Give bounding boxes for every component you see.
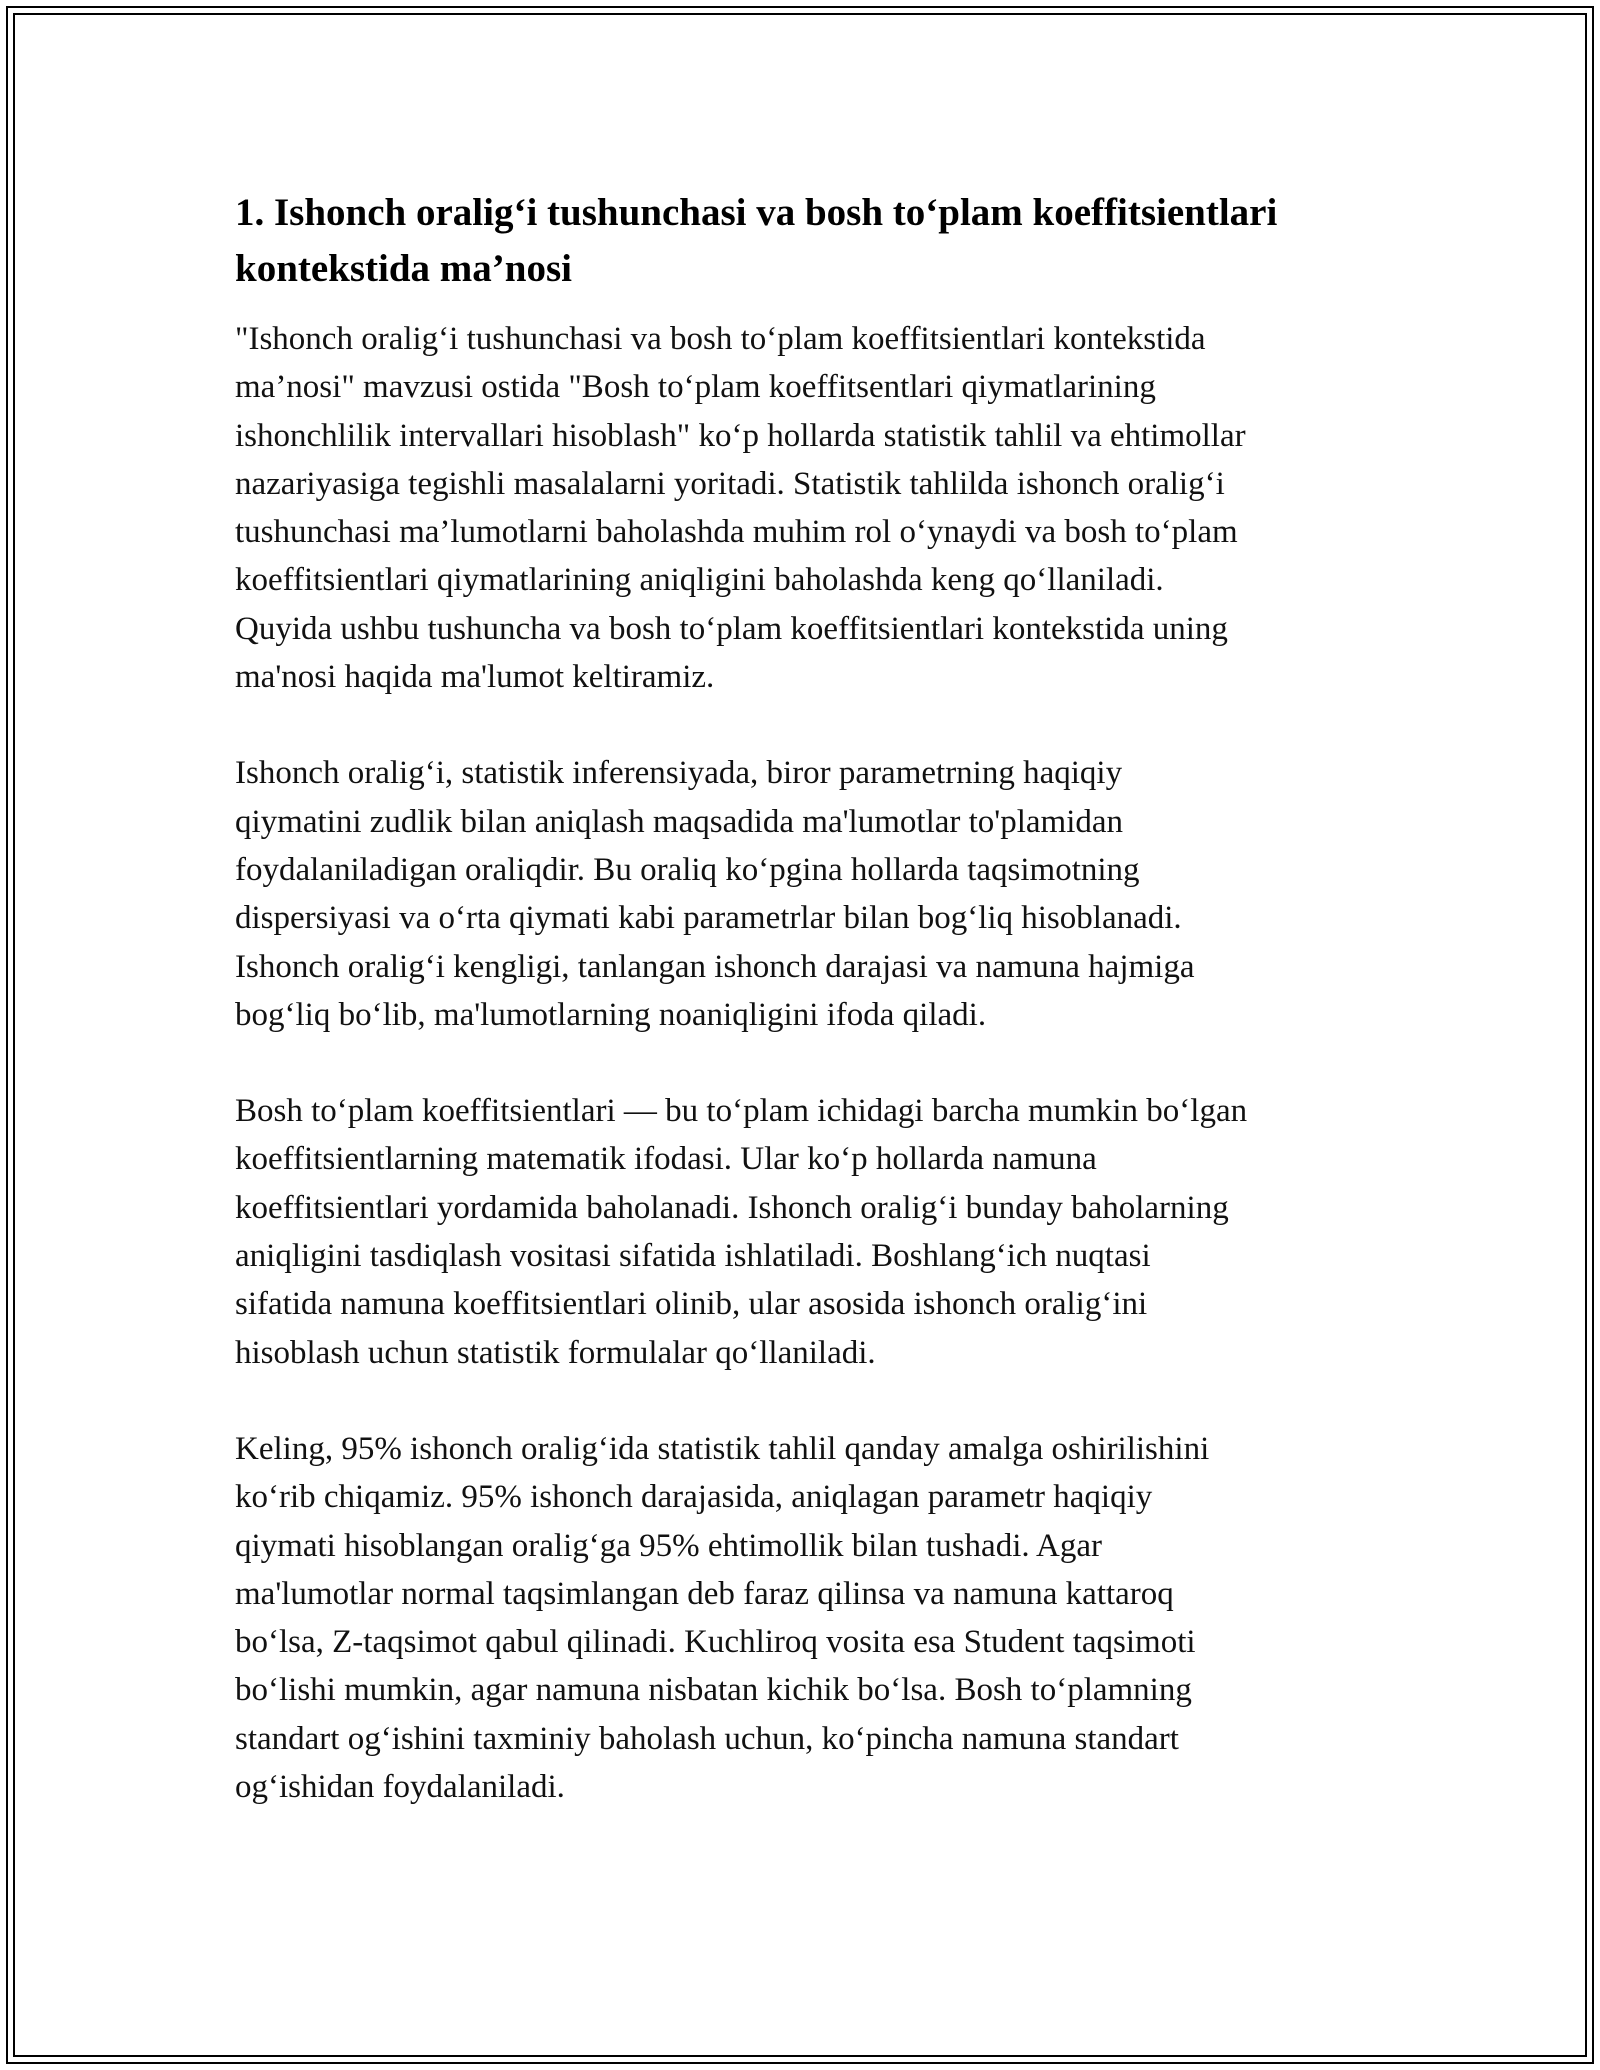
text-line: ma'lumotlar normal taqsimlangan deb faraz qilinsa va namuna kattaroq xyxy=(235,1575,1174,1612)
text-line: nazariyasiga tegishli masalalarni yoritadi. Statistik tahlilda ishonch oralig‘i xyxy=(235,465,1225,502)
text-line: aniqligini tasdiqlash vositasi sifatida ishlatiladi. Boshlang‘ich nuqtasi xyxy=(235,1238,1151,1275)
text-line: bog‘liq bo‘lib, ma'lumotlarning noaniqligini ifoda qiladi. xyxy=(235,996,987,1033)
text-line: koeffitsientlari yordamida baholanadi. Ishonch oralig‘i bunday baholarning xyxy=(235,1189,1229,1226)
text-line: qiymati hisoblangan oralig‘ga 95% ehtimollik bilan tushadi. Agar xyxy=(235,1527,1103,1564)
document-body xyxy=(235,185,1375,1859)
text-line: Quyida ushbu tushuncha va bosh to‘plam koeffitsientlari kontekstida uning xyxy=(235,610,1228,647)
text-line: koeffitsientlari qiymatlarining aniqligini baholashda keng qo‘llaniladi. xyxy=(235,562,1164,599)
paragraph-95-percent xyxy=(235,1425,1375,1811)
text-line: hisoblash uchun statistik formulalar qo‘llaniladi. xyxy=(235,1334,876,1371)
paragraph-confidence-interval xyxy=(235,749,1375,1039)
text-line: bo‘lishi mumkin, agar namuna nisbatan kichik bo‘lsa. Bosh to‘plamning xyxy=(235,1672,1192,1709)
text-line: foydalaniladigan oraliqdir. Bu oraliq ko‘pgina hollarda taqsimotning xyxy=(235,851,1140,888)
text-line: Ishonch oralig‘i kengligi, tanlangan ishonch darajasi va namuna hajmiga xyxy=(235,948,1195,985)
paragraph-intro xyxy=(235,315,1375,701)
text-line: sifatida namuna koeffitsientlari olinib, ular asosida ishonch oralig‘ini xyxy=(235,1286,1148,1323)
text-line: ma'nosi haqida ma'lumot keltiramiz. xyxy=(235,659,715,696)
text-line: dispersiyasi va o‘rta qiymati kabi parametrlar bilan bog‘liq hisoblanadi. xyxy=(235,900,1182,937)
text-line: Keling, 95% ishonch oralig‘ida statistik tahlil qanday amalga oshirilishini xyxy=(235,1430,1210,1467)
text-line: og‘ishidan foydalaniladi. xyxy=(235,1769,565,1806)
section-heading xyxy=(235,185,1375,297)
text-line: Bosh to‘plam koeffitsientlari — bu to‘plam ichidagi barcha mumkin bo‘lgan xyxy=(235,1093,1248,1130)
text-line: ishonchlilik intervallari hisoblash" ko‘p hollarda statistik tahlil va ehtimollar xyxy=(235,417,1246,454)
text-line: bo‘lsa, Z-taqsimot qabul qilinadi. Kuchliroq vosita esa Student taqsimoti xyxy=(235,1624,1196,1661)
text-line: "Ishonch oralig‘i tushunchasi va bosh to‘plam koeffitsientlari kontekstida xyxy=(235,321,1206,357)
text-line: ma’nosi" mavzusi ostida "Bosh to‘plam koeffitsentlari qiymatlarining xyxy=(235,369,1156,406)
text-line: standart og‘ishini taxminiy baholash uchun, ko‘pincha namuna standart xyxy=(235,1720,1179,1757)
text-line: ko‘rib chiqamiz. 95% ishonch darajasida, aniqlagan parametr haqiqiy xyxy=(235,1479,1153,1516)
text-line: koeffitsientlarning matematik ifodasi. Ular ko‘p hollarda namuna xyxy=(235,1141,1097,1178)
paragraph-population-coefficients xyxy=(235,1087,1375,1377)
text-line: Ishonch oralig‘i, statistik inferensiyada, biror parametrning haqiqiy xyxy=(235,755,1123,792)
heading-line: 1. Ishonch oralig‘i tushunchasi va bosh to‘plam koeffitsientlari xyxy=(235,191,1278,234)
text-line: tushunchasi ma’lumotlarni baholashda muhim rol o‘ynaydi va bosh to‘plam xyxy=(235,514,1238,551)
heading-line: kontekstida ma’nosi xyxy=(235,247,572,290)
text-line: qiymatini zudlik bilan aniqlash maqsadida ma'lumotlar to'plamidan xyxy=(235,803,1124,840)
